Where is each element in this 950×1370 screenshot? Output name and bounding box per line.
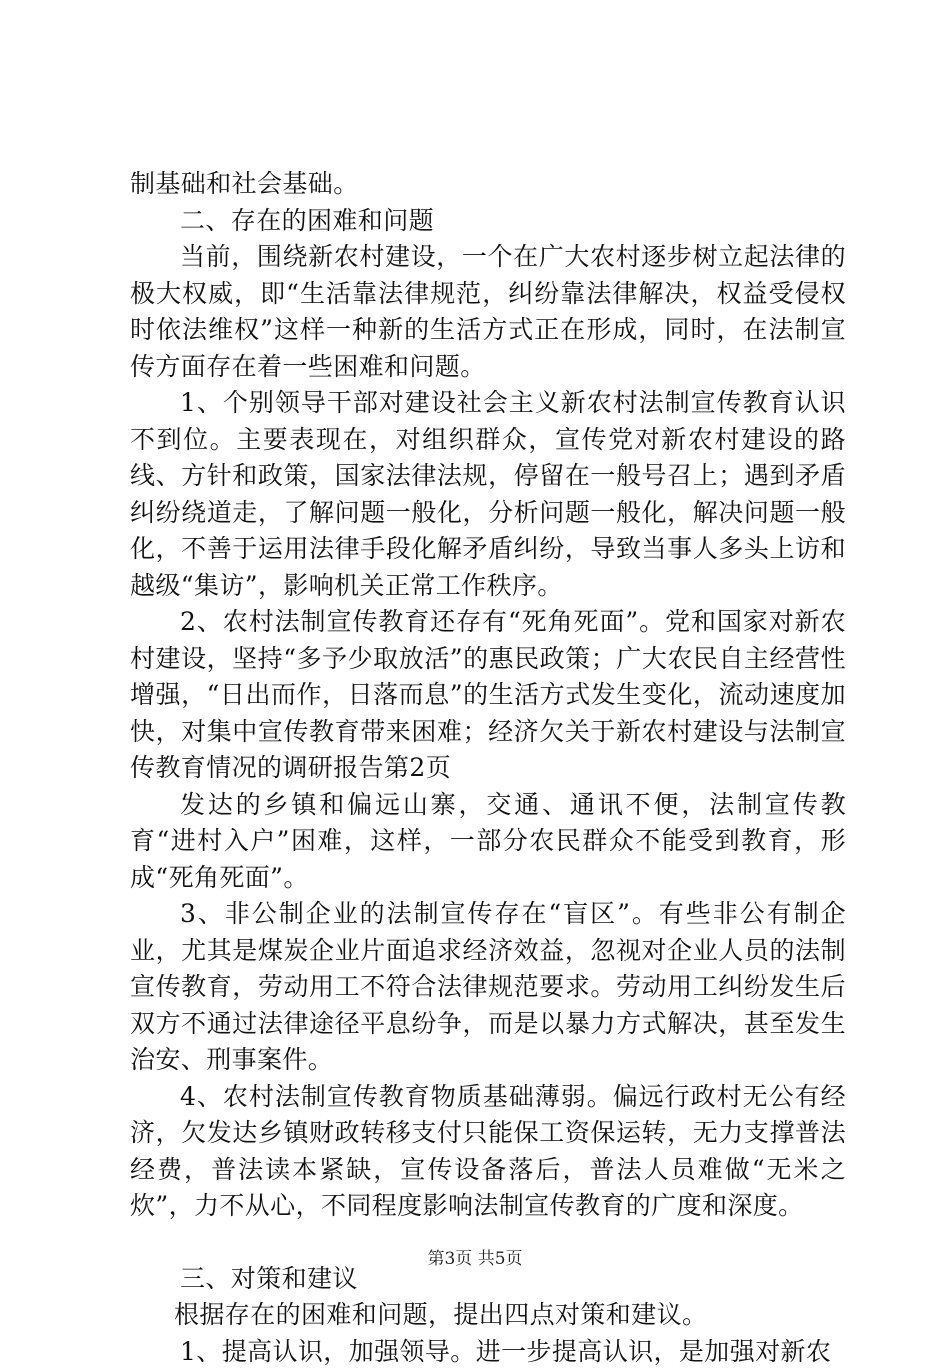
paragraph-countermeasure-1: 1、提高认识，加强领导。进一步提高认识，是加强对新农 (130, 1334, 846, 1370)
paragraph-point-4: 4、农村法制宣传教育物质基础薄弱。偏远行政村无公有经济，欠发达乡镇财政转移支付只能保工资保运转，无力支撑普法经费，普法读本紧缺，宣传设备落后，普法人员难做“无米之炊”，力不从心，不同程度影响法制宣传教育的广度和深度。 (130, 1079, 846, 1225)
section-heading-countermeasures: 三、对策和建议 (130, 1261, 846, 1298)
page-footer: 第3页 共5页 (0, 1244, 950, 1269)
paragraph-current-situation: 当前，围绕新农村建设，一个在广大农村逐步树立起法律的极大权威，即“生活靠法律规范，纠纷靠法律解决，权益受侵权时依法维权”这样一种新的生活方式正在形成，同时，在法制宣传方面存在着一些困难和问题。 (130, 239, 846, 385)
paragraph-countermeasures-intro: 根据存在的困难和问题，提出四点对策和建议。 (130, 1297, 846, 1334)
section-heading-difficulties: 二、存在的困难和问题 (130, 203, 846, 240)
paragraph-point-2-continued: 发达的乡镇和偏远山寨，交通、通讯不便，法制宣传教育“进村入户”困难，这样，一部分农民群众不能受到教育，形成“死角死面”。 (130, 787, 846, 897)
document-body (130, 166, 846, 1370)
paragraph-continuation: 制基础和社会基础。 (130, 166, 846, 203)
paragraph-point-1: 1、个别领导干部对建设社会主义新农村法制宣传教育认识不到位。主要表现在，对组织群众，宣传党对新农村建设的路线、方针和政策，国家法律法规，停留在一般号召上；遇到矛盾纠纷绕道走，了解问题一般化，分析问题一般化，解决问题一般化，不善于运用法律手段化解矛盾纠纷，导致当事人多头上访和越级“集访”，影响机关正常工作秩序。 (130, 385, 846, 604)
paragraph-point-2: 2、农村法制宣传教育还存有“死角死面”。党和国家对新农村建设，坚持“多予少取放活”的惠民政策；广大农民自主经营性增强，“日出而作，日落而息”的生活方式发生变化，流动速度加快，对集中宣传教育带来困难；经济欠关于新农村建设与法制宣传教育情况的调研报告第2页 (130, 604, 846, 787)
paragraph-point-3: 3、非公制企业的法制宣传存在“盲区”。有些非公有制企业，尤其是煤炭企业片面追求经济效益，忽视对企业人员的法制宣传教育，劳动用工不符合法律规范要求。劳动用工纠纷发生后双方不通过法律途径平息纷争，而是以暴力方式解决，甚至发生治安、刑事案件。 (130, 896, 846, 1079)
